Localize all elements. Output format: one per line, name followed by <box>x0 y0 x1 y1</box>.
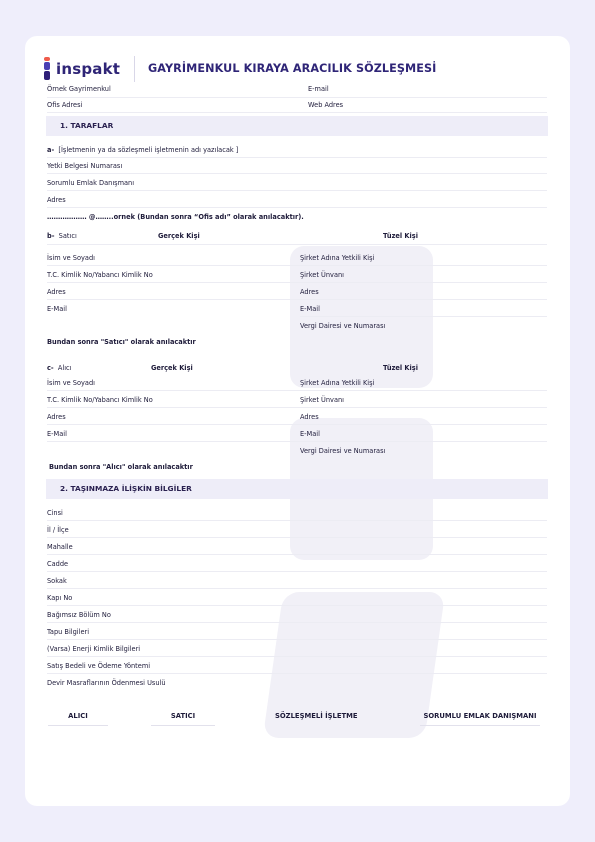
field-line <box>47 207 547 208</box>
field-line <box>47 605 547 606</box>
seller-note: Bundan sonra "Satıcı" olarak anılacaktır <box>47 338 196 346</box>
seller-company-address-label: Adres <box>300 288 319 296</box>
signature-agent: SORUMLU EMLAK DANIŞMANI <box>423 712 537 720</box>
field-line <box>47 441 547 442</box>
property-name: Örnek Gayrimenkul <box>47 85 111 93</box>
buyer-note: Bundan sonra "Alıcı" olarak anılacaktır <box>49 463 193 471</box>
buyer-address-label: Adres <box>47 413 66 421</box>
seller-company-title-label: Şirket Ünvanı <box>300 271 345 279</box>
email-label: E-mail <box>308 85 329 93</box>
buyer-id-label: T.C. Kimlik No/Yabancı Kimlik No <box>47 396 153 404</box>
party-b-marker: b- <box>47 232 55 240</box>
field-line <box>47 282 547 283</box>
buyer-email-label: E-Mail <box>47 430 67 438</box>
brand-name: inspakt <box>56 60 121 78</box>
field-line <box>47 173 547 174</box>
seller-name-label: İsim ve Soyadı <box>47 254 95 262</box>
header-divider <box>134 56 135 82</box>
document-title: GAYRİMENKUL KIRAYA ARACILIK SÖZLEŞMESİ <box>148 62 437 75</box>
field-line <box>47 407 547 408</box>
buyer-tax-office-label: Vergi Dairesi ve Numarası <box>300 447 386 455</box>
seller-company-rep-label: Şirket Adına Yetkili Kişi <box>300 254 375 262</box>
field-line <box>47 639 547 640</box>
seller-address-label: Adres <box>47 288 66 296</box>
buyer-role: Alıcı <box>57 364 72 372</box>
signature-line <box>48 725 108 726</box>
responsible-agent-label: Sorumlu Emlak Danışmanı <box>47 179 135 187</box>
party-a-marker: a- <box>47 146 55 154</box>
buyer-name-label: İsim ve Soyadı <box>47 379 95 387</box>
field-line <box>47 190 547 191</box>
property-field-label: İl / İlçe <box>47 526 69 534</box>
property-field-label: Cadde <box>47 560 69 568</box>
field-line <box>47 299 547 300</box>
seller-role: Satıcı <box>58 232 77 240</box>
buyer-company-rep-label: Şirket Adına Yetkili Kişi <box>300 379 375 387</box>
business-name-placeholder: [İşletmenin ya da sözleşmeli işletmenin adı yazılacak ] <box>58 146 239 154</box>
field-line <box>47 157 547 158</box>
office-note: ……………… @……..ornek (Bundan sonra “Ofis adı” olarak anılacaktır). <box>47 213 304 221</box>
property-field-label: Kapı No <box>47 594 73 602</box>
property-field-label: Cinsi <box>47 509 63 517</box>
buyer-legal-entity-heading: Tüzel Kişi <box>383 364 418 372</box>
signature-buyer: ALICI <box>68 712 88 720</box>
brand-logo <box>44 57 120 81</box>
party-c-row <box>47 364 72 372</box>
property-field-label: (Varsa) Enerji Kimlik Bilgileri <box>47 645 141 653</box>
property-field-label: Tapu Bilgileri <box>47 628 90 636</box>
field-line <box>47 537 547 538</box>
web-address-label: Web Adres <box>308 101 344 109</box>
section-title-property-info: 2. TAŞINMAZA İLİŞKİN BİLGİLER <box>46 479 548 499</box>
seller-id-label: T.C. Kimlik No/Yabancı Kimlik No <box>47 271 153 279</box>
field-line <box>47 656 547 657</box>
property-field-label: Bağımsız Bölüm No <box>47 611 111 619</box>
license-number-label: Yetki Belgesi Numarası <box>47 162 123 170</box>
field-line <box>47 244 547 245</box>
buyer-company-email-label: E-Mail <box>300 430 320 438</box>
seller-legal-entity-heading: Tüzel Kişi <box>383 232 418 240</box>
seller-real-person-heading: Gerçek Kişi <box>158 232 200 240</box>
field-line <box>300 316 547 317</box>
field-line <box>47 673 547 674</box>
section-title-parties: 1. TARAFLAR <box>46 116 548 136</box>
signature-line <box>420 725 540 726</box>
field-line <box>47 390 547 391</box>
property-field-label: Mahalle <box>47 543 73 551</box>
field-line <box>47 112 547 113</box>
signature-line <box>151 725 215 726</box>
party-b-row <box>47 232 77 240</box>
address-label: Adres <box>47 196 66 204</box>
field-line <box>47 554 547 555</box>
property-field-label: Devir Masraflarının Ödenmesi Usulü <box>47 679 166 687</box>
buyer-company-title-label: Şirket Ünvanı <box>300 396 345 404</box>
signature-business: SÖZLEŞMELİ İŞLETME <box>275 712 358 720</box>
field-line <box>47 97 547 98</box>
contract-page <box>25 36 570 806</box>
property-field-label: Sokak <box>47 577 67 585</box>
buyer-company-address-label: Adres <box>300 413 319 421</box>
signature-seller: SATICI <box>170 712 196 720</box>
field-line <box>47 622 547 623</box>
buyer-real-person-heading: Gerçek Kişi <box>151 364 193 372</box>
seller-tax-office-label: Vergi Dairesi ve Numarası <box>300 322 386 330</box>
office-address-label: Ofis Adresi <box>47 101 83 109</box>
party-a-row <box>47 146 238 154</box>
seller-email-label: E-Mail <box>47 305 67 313</box>
property-field-label: Satış Bedeli ve Ödeme Yöntemi <box>47 662 151 670</box>
field-line <box>47 424 547 425</box>
field-line <box>47 520 547 521</box>
logo-icon <box>44 57 51 81</box>
field-line <box>47 571 547 572</box>
field-line <box>47 588 547 589</box>
seller-company-email-label: E-Mail <box>300 305 320 313</box>
field-line <box>47 265 547 266</box>
party-c-marker: c- <box>47 364 54 372</box>
